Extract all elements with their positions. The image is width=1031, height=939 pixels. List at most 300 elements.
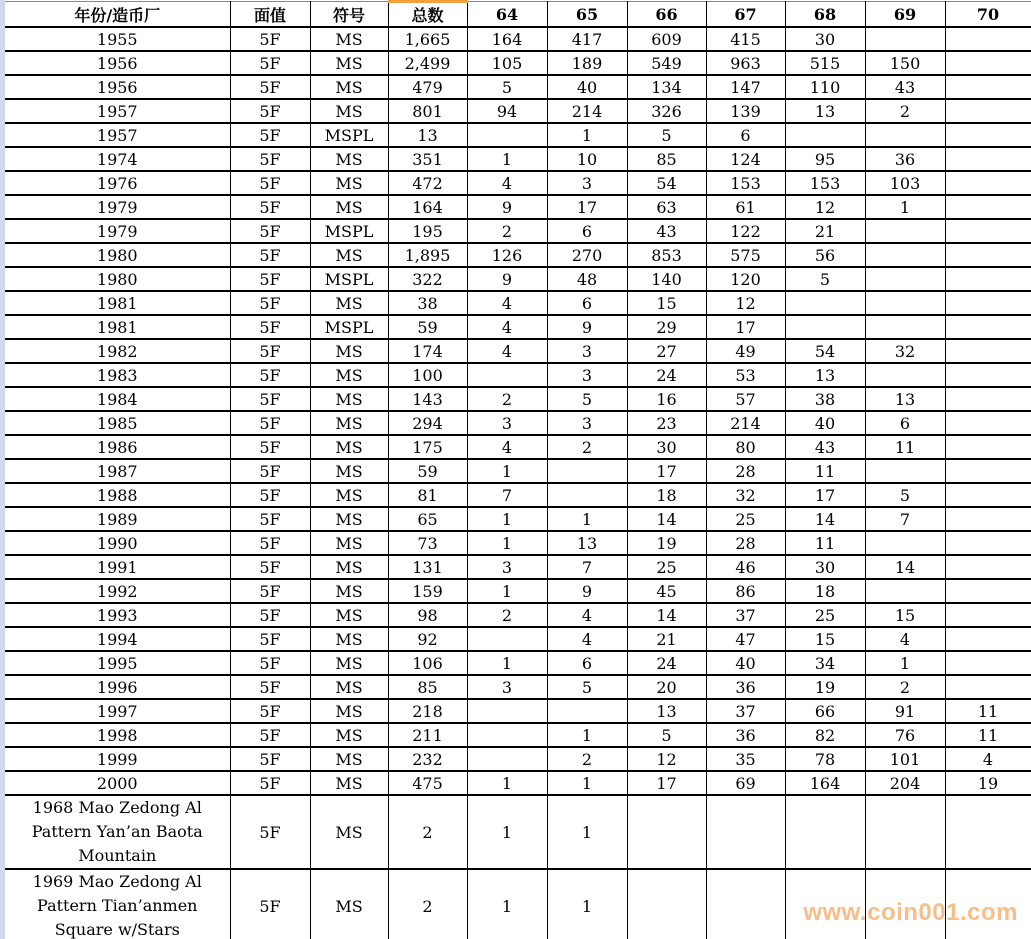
cell-total: 106 <box>388 651 467 675</box>
cell-total: 164 <box>388 195 467 219</box>
cell-grade-66: 17 <box>627 459 706 483</box>
cell-grade-70 <box>945 339 1031 363</box>
cell-grade-68: 30 <box>785 27 865 51</box>
cell-grade-64: 1 <box>467 507 547 531</box>
cell-grade-67 <box>706 795 785 869</box>
cell-grade-69 <box>865 795 945 869</box>
cell-grade-67: 37 <box>706 699 785 723</box>
cell-grade-68: 13 <box>785 99 865 123</box>
cell-grade-64 <box>467 123 547 147</box>
col-header-grade-66: 66 <box>627 2 706 28</box>
cell-grade-65: 2 <box>547 435 627 459</box>
cell-denomination: 5F <box>230 795 310 869</box>
cell-grade-64: 126 <box>467 243 547 267</box>
cell-grade-67: 124 <box>706 147 785 171</box>
cell-grade-70 <box>945 435 1031 459</box>
cell-grade-66: 13 <box>627 699 706 723</box>
table-row <box>5 243 1031 267</box>
table-row <box>5 555 1031 579</box>
cell-grade-68: 95 <box>785 147 865 171</box>
table-row <box>5 747 1031 771</box>
table-row <box>5 195 1031 219</box>
cell-denomination: 5F <box>230 699 310 723</box>
cell-grade-64: 1 <box>467 651 547 675</box>
cell-grade-69: 103 <box>865 171 945 195</box>
cell-symbol: MS <box>310 627 388 651</box>
cell-grade-70 <box>945 531 1031 555</box>
cell-symbol: MS <box>310 459 388 483</box>
cell-denomination: 5F <box>230 123 310 147</box>
cell-symbol: MS <box>310 339 388 363</box>
cell-grade-70 <box>945 651 1031 675</box>
cell-grade-64: 3 <box>467 675 547 699</box>
cell-total: 1,895 <box>388 243 467 267</box>
cell-denomination: 5F <box>230 195 310 219</box>
cell-grade-65: 3 <box>547 339 627 363</box>
cell-grade-69: 15 <box>865 603 945 627</box>
cell-grade-66: 14 <box>627 507 706 531</box>
cell-grade-69 <box>865 291 945 315</box>
cell-grade-67: 35 <box>706 747 785 771</box>
cell-grade-67: 214 <box>706 411 785 435</box>
cell-denomination: 5F <box>230 747 310 771</box>
table-row <box>5 651 1031 675</box>
cell-symbol: MS <box>310 291 388 315</box>
col-header-grade-68: 68 <box>785 2 865 28</box>
cell-grade-67: 69 <box>706 771 785 795</box>
cell-symbol: MS <box>310 99 388 123</box>
cell-grade-65: 13 <box>547 531 627 555</box>
cell-grade-64: 7 <box>467 483 547 507</box>
table-row <box>5 219 1031 243</box>
cell-grade-66: 85 <box>627 147 706 171</box>
cell-denomination: 5F <box>230 579 310 603</box>
cell-grade-64: 105 <box>467 51 547 75</box>
cell-grade-64: 1 <box>467 579 547 603</box>
cell-grade-65: 5 <box>547 675 627 699</box>
cell-symbol: MS <box>310 435 388 459</box>
cell-grade-66: 549 <box>627 51 706 75</box>
cell-grade-66: 5 <box>627 123 706 147</box>
cell-year-mint: 1986 <box>5 435 230 459</box>
cell-grade-68 <box>785 869 865 939</box>
cell-grade-70 <box>945 75 1031 99</box>
cell-denomination: 5F <box>230 435 310 459</box>
cell-total: 98 <box>388 603 467 627</box>
cell-symbol: MS <box>310 483 388 507</box>
cell-grade-68: 82 <box>785 723 865 747</box>
cell-grade-64: 164 <box>467 27 547 51</box>
table-row <box>5 51 1031 75</box>
cell-denomination: 5F <box>230 483 310 507</box>
cell-grade-64: 4 <box>467 291 547 315</box>
cell-total: 195 <box>388 219 467 243</box>
cell-denomination: 5F <box>230 675 310 699</box>
table-row <box>5 507 1031 531</box>
cell-grade-69 <box>865 27 945 51</box>
cell-year-mint: 1979 <box>5 195 230 219</box>
cell-symbol: MS <box>310 387 388 411</box>
cell-year-mint: 1999 <box>5 747 230 771</box>
table-row <box>5 387 1031 411</box>
cell-grade-68: 38 <box>785 387 865 411</box>
cell-grade-69 <box>865 459 945 483</box>
table-row <box>5 291 1031 315</box>
cell-grade-65: 5 <box>547 387 627 411</box>
col-header-grade-67: 67 <box>706 2 785 28</box>
cell-grade-66: 853 <box>627 243 706 267</box>
cell-grade-65: 4 <box>547 627 627 651</box>
cell-grade-65 <box>547 483 627 507</box>
cell-grade-64: 1 <box>467 531 547 555</box>
cell-grade-69: 5 <box>865 483 945 507</box>
cell-denomination: 5F <box>230 315 310 339</box>
cell-denomination: 5F <box>230 171 310 195</box>
cell-grade-70 <box>945 869 1031 939</box>
cell-symbol: MSPL <box>310 267 388 291</box>
cell-year-mint: 1976 <box>5 171 230 195</box>
cell-grade-69: 101 <box>865 747 945 771</box>
cell-grade-64 <box>467 363 547 387</box>
cell-grade-66: 140 <box>627 267 706 291</box>
cell-grade-67: 32 <box>706 483 785 507</box>
cell-grade-65: 6 <box>547 291 627 315</box>
cell-year-mint: 1956 <box>5 75 230 99</box>
table-row <box>5 869 1031 939</box>
cell-grade-68: 56 <box>785 243 865 267</box>
cell-grade-64: 4 <box>467 339 547 363</box>
cell-grade-68: 5 <box>785 267 865 291</box>
cell-grade-67: 61 <box>706 195 785 219</box>
cell-grade-68: 14 <box>785 507 865 531</box>
table-row <box>5 99 1031 123</box>
cell-grade-65: 40 <box>547 75 627 99</box>
cell-denomination: 5F <box>230 387 310 411</box>
cell-total: 801 <box>388 99 467 123</box>
cell-grade-64: 1 <box>467 459 547 483</box>
cell-grade-65: 9 <box>547 579 627 603</box>
cell-grade-66: 29 <box>627 315 706 339</box>
cell-grade-68 <box>785 315 865 339</box>
table-row <box>5 771 1031 795</box>
cell-grade-66: 30 <box>627 435 706 459</box>
cell-denomination: 5F <box>230 219 310 243</box>
cell-grade-68: 30 <box>785 555 865 579</box>
cell-grade-65: 17 <box>547 195 627 219</box>
cell-grade-64: 3 <box>467 555 547 579</box>
cell-denomination: 5F <box>230 869 310 939</box>
cell-grade-70 <box>945 315 1031 339</box>
cell-symbol: MS <box>310 651 388 675</box>
cell-grade-66 <box>627 869 706 939</box>
cell-grade-70 <box>945 123 1031 147</box>
cell-grade-68: 110 <box>785 75 865 99</box>
cell-grade-64 <box>467 699 547 723</box>
cell-grade-68: 164 <box>785 771 865 795</box>
cell-grade-65: 1 <box>547 723 627 747</box>
cell-grade-69 <box>865 579 945 603</box>
cell-total: 479 <box>388 75 467 99</box>
col-header-grade-64: 64 <box>467 2 547 28</box>
table-row <box>5 411 1031 435</box>
cell-grade-66: 5 <box>627 723 706 747</box>
cell-grade-67: 57 <box>706 387 785 411</box>
cell-symbol: MS <box>310 147 388 171</box>
cell-grade-68: 17 <box>785 483 865 507</box>
cell-grade-67: 415 <box>706 27 785 51</box>
cell-grade-66: 24 <box>627 651 706 675</box>
cell-symbol: MS <box>310 27 388 51</box>
cell-symbol: MS <box>310 795 388 869</box>
cell-grade-69 <box>865 123 945 147</box>
cell-grade-65: 1 <box>547 795 627 869</box>
cell-grade-69: 7 <box>865 507 945 531</box>
cell-grade-65: 7 <box>547 555 627 579</box>
cell-grade-66: 134 <box>627 75 706 99</box>
cell-grade-64: 9 <box>467 267 547 291</box>
table-row <box>5 435 1031 459</box>
cell-denomination: 5F <box>230 531 310 555</box>
cell-grade-69: 1 <box>865 651 945 675</box>
cell-grade-67: 36 <box>706 675 785 699</box>
cell-grade-70 <box>945 579 1031 603</box>
cell-grade-70: 4 <box>945 747 1031 771</box>
cell-year-mint: 1994 <box>5 627 230 651</box>
cell-grade-69 <box>865 219 945 243</box>
cell-grade-67: 120 <box>706 267 785 291</box>
cell-grade-67: 12 <box>706 291 785 315</box>
cell-total: 38 <box>388 291 467 315</box>
cell-grade-68: 34 <box>785 651 865 675</box>
col-header-grade-70: 70 <box>945 2 1031 28</box>
cell-denomination: 5F <box>230 243 310 267</box>
cell-symbol: MS <box>310 675 388 699</box>
table-row <box>5 483 1031 507</box>
col-header-grade-65: 65 <box>547 2 627 28</box>
cell-grade-66: 20 <box>627 675 706 699</box>
col-header-symbol: 符号 <box>310 2 388 28</box>
cell-grade-67: 49 <box>706 339 785 363</box>
cell-grade-70 <box>945 147 1031 171</box>
cell-grade-70 <box>945 267 1031 291</box>
cell-symbol: MS <box>310 603 388 627</box>
cell-denomination: 5F <box>230 147 310 171</box>
table-row <box>5 459 1031 483</box>
cell-grade-69: 1 <box>865 195 945 219</box>
cell-grade-64: 1 <box>467 869 547 939</box>
cell-year-mint: 2000 <box>5 771 230 795</box>
cell-year-mint: 1985 <box>5 411 230 435</box>
cell-year-mint: 1968 Mao Zedong Al Pattern Yan’an Baota Mountain <box>5 795 230 869</box>
cell-grade-70: 11 <box>945 699 1031 723</box>
cell-grade-65: 10 <box>547 147 627 171</box>
cell-total: 65 <box>388 507 467 531</box>
cell-grade-64: 4 <box>467 315 547 339</box>
cell-grade-69: 32 <box>865 339 945 363</box>
table-row <box>5 675 1031 699</box>
cell-grade-67: 28 <box>706 459 785 483</box>
cell-denomination: 5F <box>230 363 310 387</box>
cell-total: 85 <box>388 675 467 699</box>
cell-year-mint: 1992 <box>5 579 230 603</box>
cell-grade-68: 78 <box>785 747 865 771</box>
cell-denomination: 5F <box>230 75 310 99</box>
cell-grade-66: 19 <box>627 531 706 555</box>
cell-grade-70: 19 <box>945 771 1031 795</box>
cell-grade-66 <box>627 795 706 869</box>
cell-denomination: 5F <box>230 507 310 531</box>
cell-denomination: 5F <box>230 555 310 579</box>
table-row <box>5 315 1031 339</box>
cell-grade-66: 24 <box>627 363 706 387</box>
cell-grade-66: 21 <box>627 627 706 651</box>
cell-symbol: MS <box>310 771 388 795</box>
cell-total: 92 <box>388 627 467 651</box>
cell-grade-65: 48 <box>547 267 627 291</box>
cell-grade-68: 11 <box>785 531 865 555</box>
cell-denomination: 5F <box>230 339 310 363</box>
cell-grade-68: 19 <box>785 675 865 699</box>
cell-grade-64: 1 <box>467 147 547 171</box>
cell-grade-67: 575 <box>706 243 785 267</box>
cell-symbol: MS <box>310 747 388 771</box>
cell-grade-67: 37 <box>706 603 785 627</box>
cell-grade-66: 25 <box>627 555 706 579</box>
cell-grade-66: 326 <box>627 99 706 123</box>
cell-total: 1,665 <box>388 27 467 51</box>
cell-year-mint: 1987 <box>5 459 230 483</box>
cell-grade-67: 46 <box>706 555 785 579</box>
table-row <box>5 267 1031 291</box>
cell-year-mint: 1980 <box>5 267 230 291</box>
cell-grade-68: 66 <box>785 699 865 723</box>
cell-grade-68 <box>785 291 865 315</box>
cell-symbol: MS <box>310 411 388 435</box>
cell-grade-70 <box>945 363 1031 387</box>
cell-grade-66: 27 <box>627 339 706 363</box>
cell-grade-65: 2 <box>547 747 627 771</box>
cell-symbol: MS <box>310 363 388 387</box>
cell-grade-69: 4 <box>865 627 945 651</box>
cell-year-mint: 1990 <box>5 531 230 555</box>
cell-grade-67: 963 <box>706 51 785 75</box>
table-row <box>5 123 1031 147</box>
cell-grade-67: 122 <box>706 219 785 243</box>
cell-symbol: MS <box>310 723 388 747</box>
cell-total: 472 <box>388 171 467 195</box>
cell-year-mint: 1989 <box>5 507 230 531</box>
cell-grade-66: 43 <box>627 219 706 243</box>
cell-symbol: MS <box>310 869 388 939</box>
cell-grade-67: 6 <box>706 123 785 147</box>
cell-year-mint: 1957 <box>5 123 230 147</box>
cell-grade-70 <box>945 291 1031 315</box>
cell-grade-65 <box>547 459 627 483</box>
cell-grade-70 <box>945 51 1031 75</box>
cell-denomination: 5F <box>230 27 310 51</box>
cell-grade-64: 2 <box>467 219 547 243</box>
cell-grade-69: 6 <box>865 411 945 435</box>
cell-grade-65: 3 <box>547 171 627 195</box>
cell-grade-67: 40 <box>706 651 785 675</box>
cell-grade-64: 5 <box>467 75 547 99</box>
cell-grade-69: 204 <box>865 771 945 795</box>
cell-grade-67 <box>706 869 785 939</box>
col-header-year-mint: 年份/造币厂 <box>5 2 230 28</box>
cell-total: 59 <box>388 459 467 483</box>
cell-grade-65: 189 <box>547 51 627 75</box>
table-row <box>5 27 1031 51</box>
cell-grade-70 <box>945 459 1031 483</box>
cell-grade-68: 43 <box>785 435 865 459</box>
table-row <box>5 627 1031 651</box>
table-row <box>5 147 1031 171</box>
cell-total: 211 <box>388 723 467 747</box>
cell-grade-64: 4 <box>467 435 547 459</box>
cell-denomination: 5F <box>230 723 310 747</box>
cell-grade-67: 80 <box>706 435 785 459</box>
cell-grade-70 <box>945 243 1031 267</box>
cell-grade-67: 53 <box>706 363 785 387</box>
col-header-denomination: 面值 <box>230 2 310 28</box>
cell-grade-65: 270 <box>547 243 627 267</box>
cell-year-mint: 1982 <box>5 339 230 363</box>
cell-total: 59 <box>388 315 467 339</box>
cell-symbol: MS <box>310 699 388 723</box>
cell-grade-69: 2 <box>865 675 945 699</box>
cell-grade-68: 15 <box>785 627 865 651</box>
cell-symbol: MS <box>310 531 388 555</box>
table-row <box>5 75 1031 99</box>
cell-grade-70 <box>945 99 1031 123</box>
cell-grade-67: 47 <box>706 627 785 651</box>
cell-denomination: 5F <box>230 291 310 315</box>
cell-grade-65: 6 <box>547 219 627 243</box>
cell-grade-67: 86 <box>706 579 785 603</box>
cell-grade-68: 11 <box>785 459 865 483</box>
table-row <box>5 603 1031 627</box>
cell-grade-67: 17 <box>706 315 785 339</box>
cell-year-mint: 1974 <box>5 147 230 171</box>
cell-grade-67: 36 <box>706 723 785 747</box>
col-header-grade-69: 69 <box>865 2 945 28</box>
cell-denomination: 5F <box>230 267 310 291</box>
cell-grade-64 <box>467 627 547 651</box>
cell-grade-65: 417 <box>547 27 627 51</box>
cell-grade-70 <box>945 795 1031 869</box>
cell-grade-69 <box>865 315 945 339</box>
cell-total: 351 <box>388 147 467 171</box>
cell-grade-69: 76 <box>865 723 945 747</box>
watermark: www.coin001.com <box>803 899 1018 926</box>
cell-grade-70 <box>945 675 1031 699</box>
cell-grade-69 <box>865 869 945 939</box>
cell-total: 143 <box>388 387 467 411</box>
cell-year-mint: 1955 <box>5 27 230 51</box>
table-row <box>5 531 1031 555</box>
cell-grade-68: 12 <box>785 195 865 219</box>
cell-symbol: MSPL <box>310 315 388 339</box>
cell-grade-66: 23 <box>627 411 706 435</box>
cell-total: 475 <box>388 771 467 795</box>
cell-year-mint: 1998 <box>5 723 230 747</box>
cell-grade-66: 12 <box>627 747 706 771</box>
cell-grade-68: 54 <box>785 339 865 363</box>
cell-grade-66: 609 <box>627 27 706 51</box>
cell-grade-66: 15 <box>627 291 706 315</box>
cell-year-mint: 1979 <box>5 219 230 243</box>
cell-year-mint: 1997 <box>5 699 230 723</box>
